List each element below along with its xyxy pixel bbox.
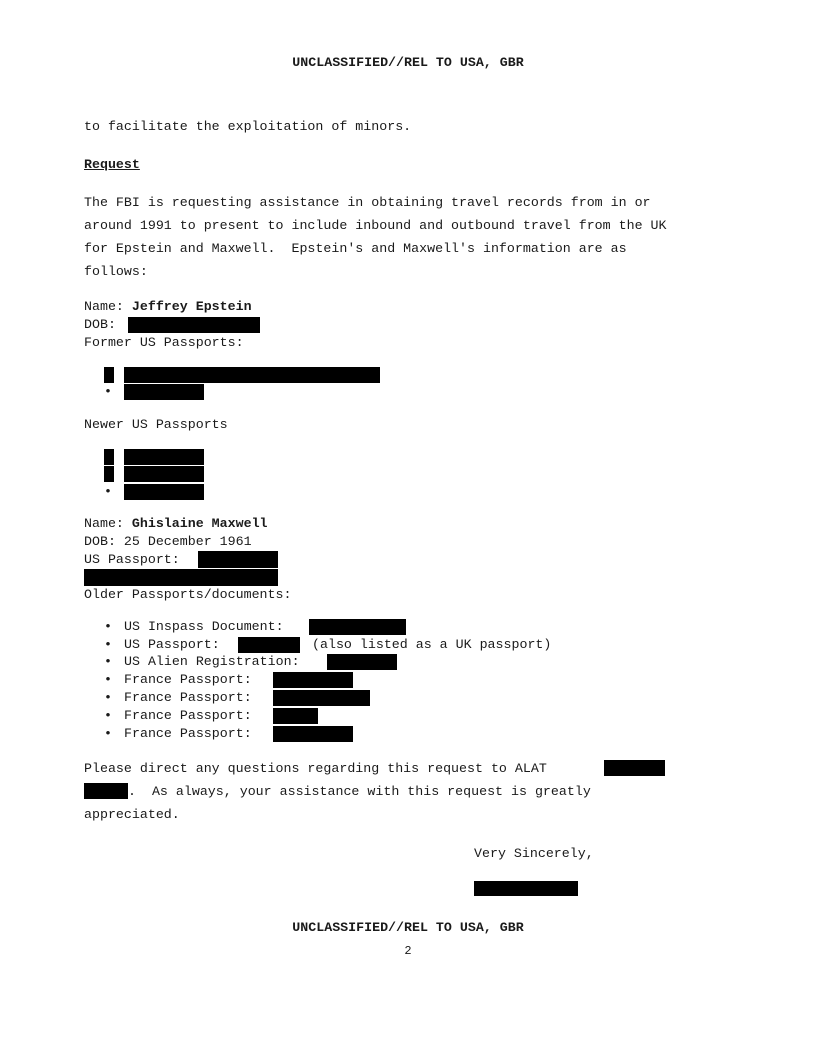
person1-newer-label: Newer US Passports — [84, 417, 228, 432]
redaction-block — [273, 726, 353, 742]
redaction-block — [309, 619, 406, 635]
page-number: 2 — [404, 944, 412, 958]
person2-name-label: Name: — [84, 516, 124, 531]
older-item-label: France Passport: — [124, 726, 252, 741]
redaction-block — [124, 484, 204, 500]
older-item-label: France Passport: — [124, 708, 252, 723]
older-item-label: US Alien Registration: — [124, 654, 300, 669]
redaction-block — [124, 384, 204, 400]
person1-former-label: Former US Passports: — [84, 335, 244, 350]
footer-classification: UNCLASSIFIED//REL TO USA, GBR — [292, 920, 524, 935]
redaction-block — [124, 449, 204, 465]
bullet-icon: • — [104, 690, 112, 705]
closing-line-1: Please direct any questions regarding this request to ALAT — [84, 761, 547, 776]
uk-passport-note: (also listed as a UK passport) — [312, 637, 552, 652]
person1-name-label: Name: — [84, 299, 124, 314]
redaction-block — [604, 760, 665, 776]
older-item-label: France Passport: — [124, 690, 252, 705]
request-heading: Request — [84, 157, 140, 172]
closing-line-3: appreciated. — [84, 807, 180, 822]
redaction-block — [104, 466, 114, 482]
redaction-block — [327, 654, 397, 670]
redaction-block — [198, 551, 278, 568]
bullet-icon: • — [104, 384, 112, 399]
signoff: Very Sincerely, — [474, 846, 594, 861]
person2-dob: DOB: 25 December 1961 — [84, 534, 252, 549]
redaction-block — [273, 708, 318, 724]
person2-older-label: Older Passports/documents: — [84, 587, 292, 602]
person2-name: Ghislaine Maxwell — [131, 516, 268, 531]
redaction-block — [84, 569, 278, 586]
redaction-block — [273, 690, 370, 706]
person1-name-row — [84, 299, 252, 314]
redaction-block — [104, 449, 114, 465]
carryover-text: to facilitate the exploitation of minors. — [84, 119, 412, 134]
bullet-icon: • — [104, 619, 112, 634]
request-line-3: for Epstein and Maxwell. Epstein's and Maxwell's information are as — [84, 241, 627, 256]
person2-name-row — [84, 516, 268, 531]
older-item-label: US Passport: — [124, 637, 220, 652]
bullet-icon: • — [104, 708, 112, 723]
redaction-block — [128, 317, 260, 333]
bullet-icon: • — [104, 637, 112, 652]
bullet-icon: • — [104, 654, 112, 669]
request-line-4: follows: — [84, 264, 148, 279]
redaction-block — [474, 881, 578, 896]
bullet-icon: • — [104, 726, 112, 741]
header-classification: UNCLASSIFIED//REL TO USA, GBR — [292, 55, 524, 70]
redaction-block — [273, 672, 353, 688]
redaction-block — [124, 367, 380, 383]
redaction-block — [84, 783, 128, 799]
request-line-2: around 1991 to present to include inbound and outbound travel from the UK — [84, 218, 667, 233]
person1-dob-label: DOB: — [84, 317, 116, 332]
person1-name: Jeffrey Epstein — [131, 299, 252, 314]
redaction-block — [104, 367, 114, 383]
redaction-block — [124, 466, 204, 482]
older-item-label: France Passport: — [124, 672, 252, 687]
request-line-1: The FBI is requesting assistance in obtaining travel records from in or — [84, 195, 651, 210]
closing-line-2: . As always, your assistance with this request is greatly — [128, 784, 591, 799]
older-item-label: US Inspass Document: — [124, 619, 284, 634]
person2-passport-label: US Passport: — [84, 552, 180, 567]
bullet-icon: • — [104, 484, 112, 499]
redaction-block — [238, 637, 300, 653]
bullet-icon: • — [104, 672, 112, 687]
